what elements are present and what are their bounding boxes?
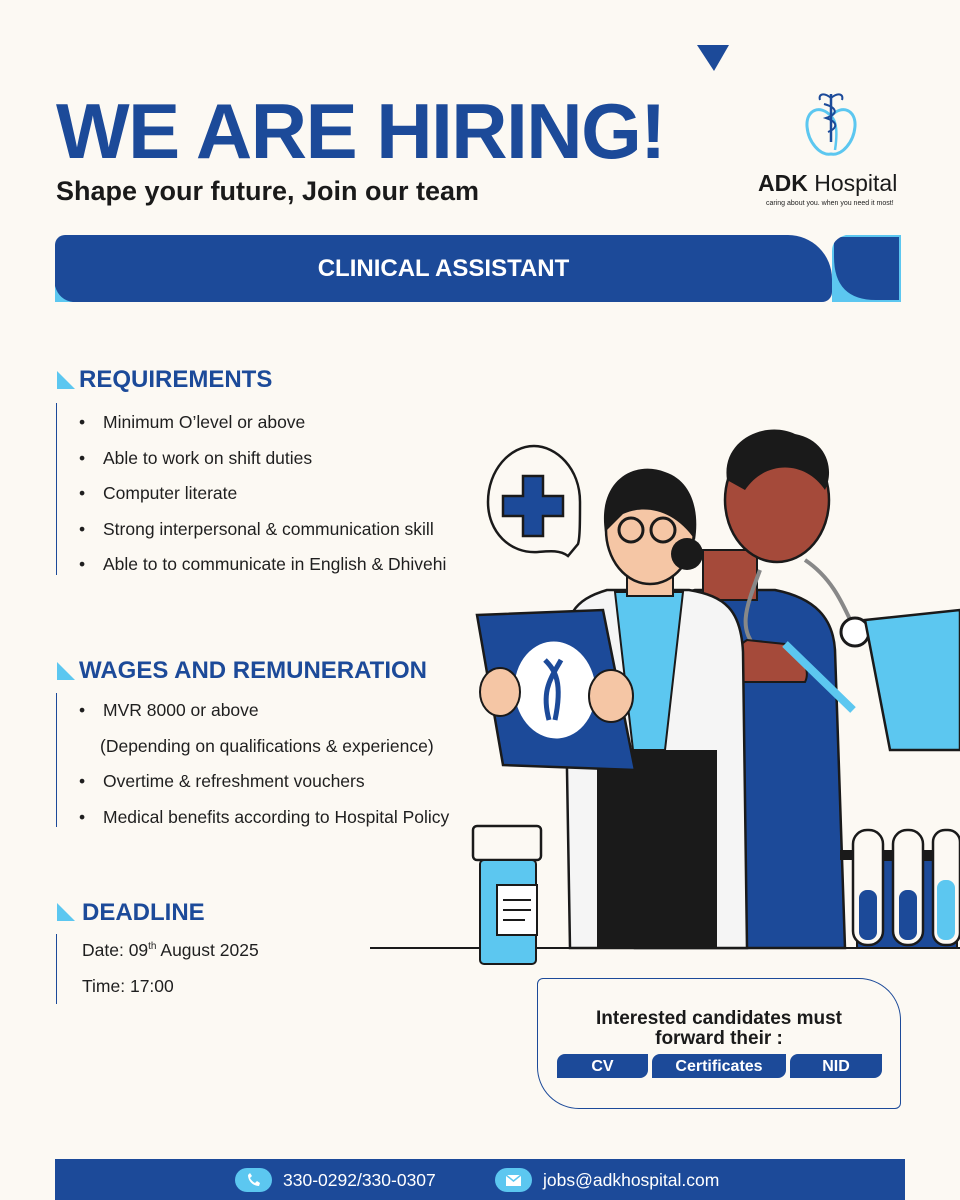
logo-tagline: caring about you. when you need it most! xyxy=(766,200,894,207)
wage-item: • Overtime & refreshment vouchers xyxy=(79,771,365,791)
document-nid: NID xyxy=(790,1054,882,1078)
section-marker-icon xyxy=(57,371,75,389)
position-title: CLINICAL ASSISTANT xyxy=(317,255,570,282)
section-marker-icon xyxy=(57,662,75,680)
phone-icon xyxy=(235,1168,272,1192)
requirements-title: REQUIREMENTS xyxy=(79,366,273,393)
page-headline: WE ARE HIRING! xyxy=(56,87,665,175)
requirement-item: • Able to work on shift duties xyxy=(79,448,313,468)
contact-footer xyxy=(55,1159,905,1200)
medical-staff-illustration xyxy=(365,420,960,970)
logo-name: ADK Hospital xyxy=(758,170,898,196)
wage-item: • Medical benefits according to Hospital Policy xyxy=(79,807,450,827)
deadline-title: DEADLINE xyxy=(82,899,205,926)
contact-email[interactable]: jobs@adkhospital.com xyxy=(543,1170,720,1190)
application-instructions-box xyxy=(537,978,901,1109)
mail-icon xyxy=(495,1168,532,1192)
banner-side-block xyxy=(832,235,901,302)
page-subheadline: Shape your future, Join our team xyxy=(56,176,480,206)
requirement-item: • Strong interpersonal & communication skill xyxy=(79,519,434,539)
wage-item-note: (Depending on qualifications & experience) xyxy=(100,736,434,756)
contact-phone[interactable]: 330-0292/330-0307 xyxy=(283,1170,436,1190)
requirement-item: • Able to to communicate in English & Dhivehi xyxy=(79,554,447,574)
apple-caduceus-icon xyxy=(802,90,860,160)
decorative-triangle xyxy=(697,45,729,71)
deadline-date: Date: 09th August 2025 xyxy=(82,940,259,960)
requirement-item: • Minimum O’level or above xyxy=(79,412,306,432)
wages-divider xyxy=(56,693,57,827)
requirements-divider xyxy=(56,403,57,575)
test-tubes-icon xyxy=(840,830,960,945)
document-cv: CV xyxy=(557,1054,648,1078)
medical-cross-icon xyxy=(488,446,580,556)
application-instructions: Interested candidates must forward their : xyxy=(595,1008,843,1049)
requirement-item: • Computer literate xyxy=(79,483,238,503)
section-marker-icon xyxy=(57,903,75,921)
deadline-time: Time: 17:00 xyxy=(82,976,174,996)
deadline-divider xyxy=(56,934,57,1004)
hospital-logo xyxy=(752,88,912,212)
wages-title: WAGES AND REMUNERATION xyxy=(79,657,427,684)
document-certificates: Certificates xyxy=(652,1054,786,1078)
pill-bottle-icon xyxy=(473,826,541,964)
wage-item: • MVR 8000 or above xyxy=(79,700,259,720)
